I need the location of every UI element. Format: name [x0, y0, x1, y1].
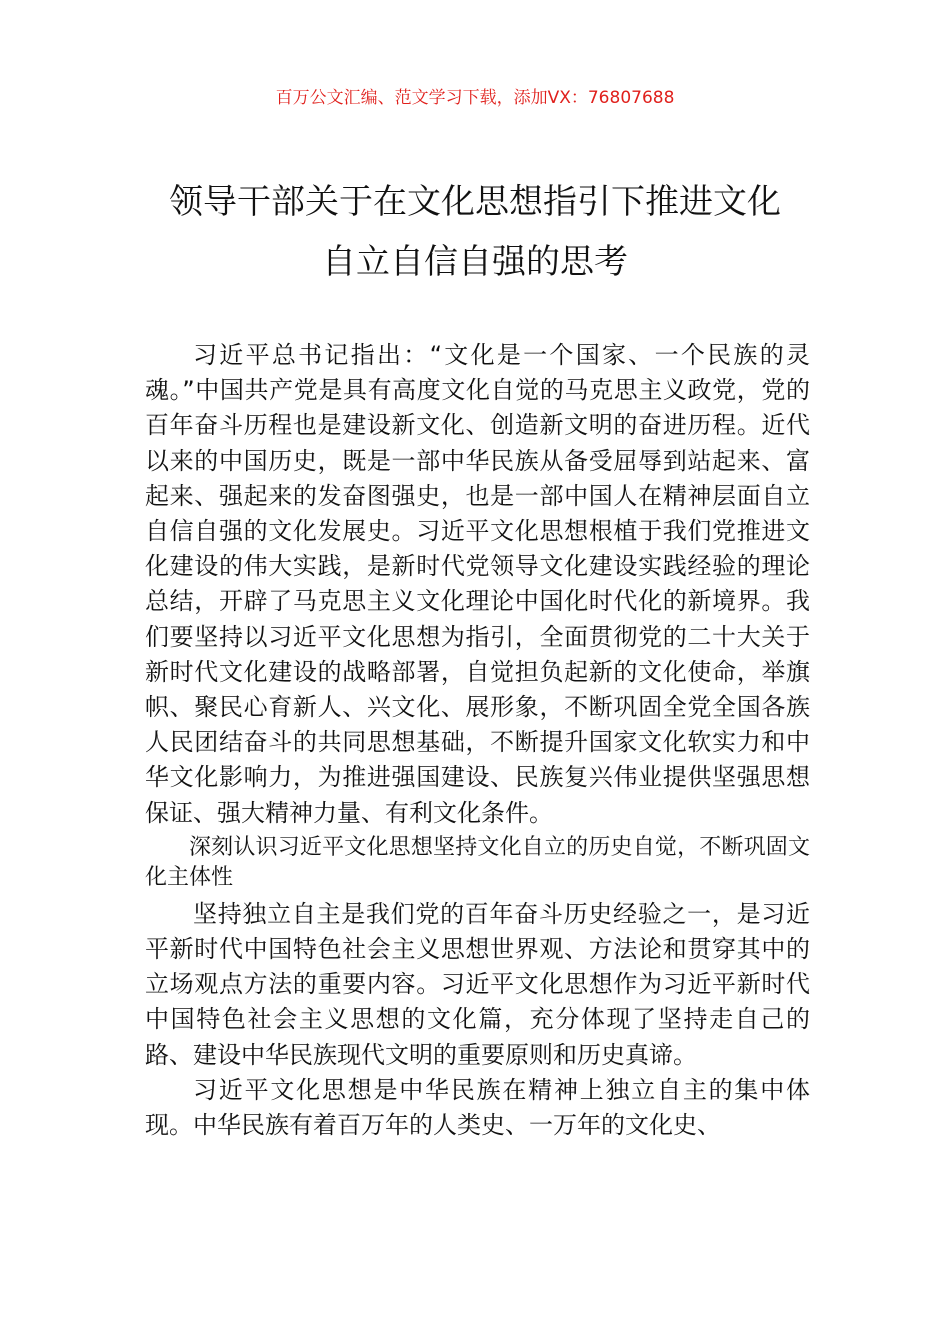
paragraph-independence: 坚持独立自主是我们党的百年奋斗历史经验之一，是习近平新时代中国特色社会主义思想世界观、方法论和贯穿其中的立场观点方法的重要内容。习近平文化思想作为习近平新时代中国特色社会主义思想的文化篇，充分体现了坚持走自己的路、建设中华民族现代文明的重要原则和历史真谛。	[145, 899, 810, 1069]
paragraph-intro: 习近平总书记指出：“文化是一个国家、一个民族的灵魂。”中国共产党是具有高度文化自觉的马克思主义政党，党的百年奋斗历程也是建设新文化、创造新文明的奋进历程。近代以来的中国历史，既是一部中华民族从备受屈辱到站起来、富起来、强起来的发奋图强史，也是一部中国人在精神层面自立自信自强的文化发展史。习近平文化思想根植于我们党推进文化建设的伟大实践，是新时代党领导文化建设实践经验的理论总结，开辟了马克思主义文化理论中国化时代化的新境界。我们要坚持以习近平文化思想为指引，全面贯彻党的二十大关于新时代文化建设的战略部署，自觉担负起新的文化使命，举旗帜、聚民心育新人、兴文化、展形象，不断巩固全党全国各族人民团结奋斗的共同思想基础，不断提升国家文化软实力和中华文化影响力，为推进强国建设、民族复兴伟业提供坚强思想保证、强大精神力量、有利文化条件。	[145, 341, 810, 827]
paragraph-spiritual-independence: 习近平文化思想是中华民族在精神上独立自主的集中体现。中华民族有着百万年的人类史、一万年的文化史、	[145, 1075, 810, 1140]
download-notice: 百万公文汇编、范文学习下载，添加VX：76807688	[275, 88, 675, 108]
title-line-1: 领导干部关于在文化思想指引下推进文化	[169, 182, 781, 222]
section-heading: 深刻认识习近平文化思想坚持文化自立的历史自觉，不断巩固文化主体性	[145, 834, 810, 890]
document-title	[110, 172, 840, 292]
title-line-2: 自立自信自强的思考	[322, 242, 628, 282]
document-body	[145, 338, 810, 1143]
